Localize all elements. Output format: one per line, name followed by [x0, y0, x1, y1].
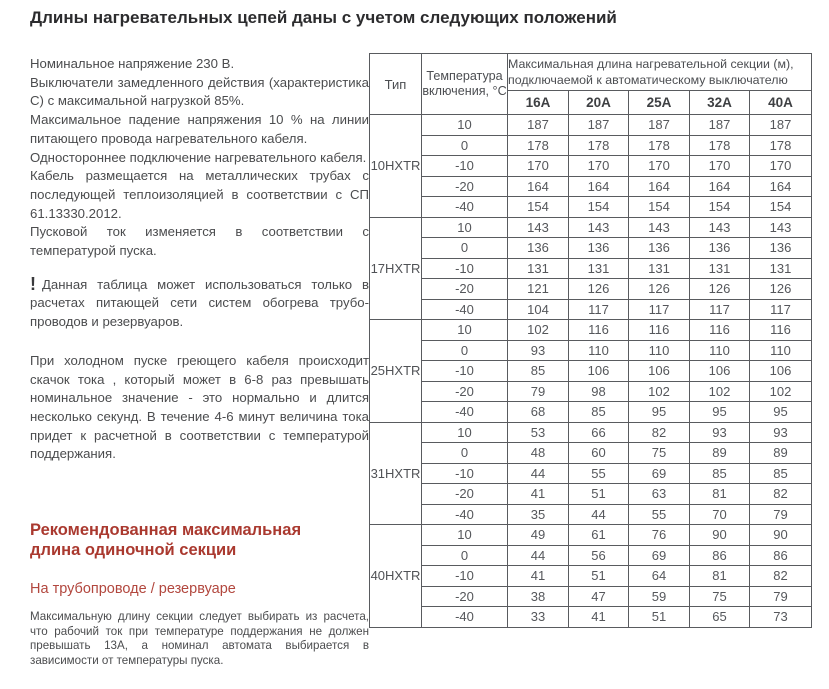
table-row: [370, 381, 812, 402]
value-cell: 143: [569, 217, 629, 238]
temp-cell: -20: [422, 176, 508, 197]
value-cell: 41: [569, 607, 629, 628]
table-row: [370, 422, 812, 443]
value-cell: 143: [690, 217, 750, 238]
value-cell: 106: [569, 361, 629, 382]
value-cell: 170: [690, 156, 750, 177]
value-cell: 143: [629, 217, 690, 238]
value-cell: 64: [629, 566, 690, 587]
temp-cell: -10: [422, 361, 508, 382]
temp-cell: 10: [422, 320, 508, 341]
provision-item: Выключатели замедленного действия (характеристика С) с максимальной нагрузкой 85%.: [30, 74, 369, 109]
section-heading: Рекомендованная максимальная длина одиночной секции: [30, 521, 302, 560]
provision-item: Номинальное напряжение 230 В.: [30, 56, 235, 71]
provision-item: Максимальное падение напряжения 10 % на линии питающего провода нагревательного кабеля.: [30, 112, 369, 146]
provision-item: Кабель размещается на металлических трубах с последующей теплоизоляцией в соответствии с СП 61.13330.2012.: [30, 168, 369, 221]
temp-cell: -20: [422, 381, 508, 402]
value-cell: 79: [750, 586, 812, 607]
value-cell: 79: [750, 504, 812, 525]
temp-cell: -10: [422, 463, 508, 484]
value-cell: 164: [508, 176, 569, 197]
temp-cell: -40: [422, 299, 508, 320]
value-cell: 89: [690, 443, 750, 464]
value-cell: 49: [508, 525, 569, 546]
value-cell: 85: [690, 463, 750, 484]
value-cell: 170: [629, 156, 690, 177]
value-cell: 170: [508, 156, 569, 177]
value-cell: 51: [629, 607, 690, 628]
table-row: [370, 586, 812, 607]
value-cell: 95: [690, 402, 750, 423]
value-cell: 70: [690, 504, 750, 525]
value-cell: 98: [569, 381, 629, 402]
table-row: [370, 504, 812, 525]
value-cell: 102: [508, 320, 569, 341]
temp-cell: -20: [422, 586, 508, 607]
table-row: [370, 299, 812, 320]
amp-header-20a: 20A: [569, 91, 629, 115]
table-row: [370, 340, 812, 361]
note-paragraph: При холодном пуске греющего кабеля происходит скачок тока , который может в 6-8 раз превышать номинальное значение - это нормально и длится несколько секунд. В течение 4-6 минут величина тока придет к расчетной в соответствии с температурой поддержания.: [30, 352, 369, 462]
value-cell: 143: [508, 217, 569, 238]
value-cell: 187: [690, 115, 750, 136]
temp-cell: 0: [422, 238, 508, 259]
value-cell: 33: [508, 607, 569, 628]
temp-cell: 0: [422, 545, 508, 566]
value-cell: 53: [508, 422, 569, 443]
temp-cell: -40: [422, 402, 508, 423]
table-row: [370, 279, 812, 300]
value-cell: 86: [750, 545, 812, 566]
value-cell: 178: [569, 135, 629, 156]
span-header: Максимальная длина нагревательной секции (м), подключаемой к автоматическому выключателю: [508, 54, 812, 91]
value-cell: 90: [690, 525, 750, 546]
value-cell: 73: [750, 607, 812, 628]
value-cell: 82: [629, 422, 690, 443]
value-cell: 116: [690, 320, 750, 341]
value-cell: 121: [508, 279, 569, 300]
value-cell: 47: [569, 586, 629, 607]
value-cell: 95: [750, 402, 812, 423]
value-cell: 178: [629, 135, 690, 156]
temp-cell: -40: [422, 607, 508, 628]
value-cell: 187: [629, 115, 690, 136]
temp-cell: -20: [422, 279, 508, 300]
left-column: [30, 55, 369, 668]
table-body: [370, 115, 812, 628]
value-cell: 131: [690, 258, 750, 279]
value-cell: 85: [508, 361, 569, 382]
header-row-top: [370, 54, 812, 91]
value-cell: 116: [629, 320, 690, 341]
value-cell: 93: [750, 422, 812, 443]
provisions-list: [30, 55, 369, 261]
value-cell: 126: [690, 279, 750, 300]
value-cell: 131: [508, 258, 569, 279]
value-cell: 154: [690, 197, 750, 218]
value-cell: 178: [508, 135, 569, 156]
table-row: [370, 258, 812, 279]
type-cell: 10HXTR: [370, 115, 422, 218]
value-cell: 164: [629, 176, 690, 197]
temp-cell: -10: [422, 156, 508, 177]
page-title: Длины нагревательных цепей даны с учетом следующих положений: [30, 8, 617, 27]
value-cell: 110: [690, 340, 750, 361]
table-row: [370, 238, 812, 259]
table-row: [370, 463, 812, 484]
value-cell: 106: [750, 361, 812, 382]
value-cell: 178: [750, 135, 812, 156]
table-row: [370, 443, 812, 464]
value-cell: 154: [569, 197, 629, 218]
value-cell: 187: [508, 115, 569, 136]
table-row: [370, 525, 812, 546]
value-cell: 51: [569, 484, 629, 505]
value-cell: 82: [750, 484, 812, 505]
value-cell: 164: [750, 176, 812, 197]
value-cell: 131: [569, 258, 629, 279]
value-cell: 102: [690, 381, 750, 402]
value-cell: 178: [690, 135, 750, 156]
table-row: [370, 545, 812, 566]
table-row: [370, 320, 812, 341]
value-cell: 104: [508, 299, 569, 320]
value-cell: 187: [569, 115, 629, 136]
temp-cell: -10: [422, 258, 508, 279]
temp-cell: 10: [422, 422, 508, 443]
table-row: [370, 402, 812, 423]
temp-cell: 0: [422, 340, 508, 361]
value-cell: 110: [569, 340, 629, 361]
max-length-table: [369, 53, 812, 628]
value-cell: 110: [629, 340, 690, 361]
value-cell: 126: [569, 279, 629, 300]
value-cell: 131: [750, 258, 812, 279]
value-cell: 154: [629, 197, 690, 218]
value-cell: 136: [569, 238, 629, 259]
value-cell: 86: [690, 545, 750, 566]
temp-cell: -40: [422, 504, 508, 525]
amp-header-32a: 32A: [690, 91, 750, 115]
value-cell: 55: [569, 463, 629, 484]
value-cell: 187: [750, 115, 812, 136]
table-row: [370, 361, 812, 382]
value-cell: 55: [629, 504, 690, 525]
value-cell: 60: [569, 443, 629, 464]
value-cell: 126: [629, 279, 690, 300]
value-cell: 110: [750, 340, 812, 361]
value-cell: 143: [750, 217, 812, 238]
value-cell: 102: [629, 381, 690, 402]
table-row: [370, 607, 812, 628]
value-cell: 38: [508, 586, 569, 607]
value-cell: 65: [690, 607, 750, 628]
value-cell: 136: [629, 238, 690, 259]
value-cell: 63: [629, 484, 690, 505]
value-cell: 154: [508, 197, 569, 218]
value-cell: 75: [690, 586, 750, 607]
value-cell: 48: [508, 443, 569, 464]
temp-cell: 10: [422, 525, 508, 546]
value-cell: 75: [629, 443, 690, 464]
value-cell: 117: [629, 299, 690, 320]
value-cell: 170: [750, 156, 812, 177]
table-row: [370, 566, 812, 587]
value-cell: 93: [690, 422, 750, 443]
value-cell: 106: [690, 361, 750, 382]
value-cell: 136: [690, 238, 750, 259]
value-cell: 116: [750, 320, 812, 341]
value-cell: 56: [569, 545, 629, 566]
value-cell: 51: [569, 566, 629, 587]
table-row: [370, 176, 812, 197]
value-cell: 90: [750, 525, 812, 546]
temp-cell: -40: [422, 197, 508, 218]
provision-item: Одностороннее подключение нагревательного кабеля.: [30, 149, 367, 165]
value-cell: 35: [508, 504, 569, 525]
value-cell: 131: [629, 258, 690, 279]
footnote: Максимальную длину секции следует выбирать из расчета, что рабочий ток при температуре поддержания не должен превышать 13А, а номинал автомата выбирается в зависимости от температуры пуска.: [30, 610, 369, 667]
value-cell: 76: [629, 525, 690, 546]
temp-cell: -10: [422, 566, 508, 587]
value-cell: 170: [569, 156, 629, 177]
amp-header-16a: 16A: [508, 91, 569, 115]
value-cell: 89: [750, 443, 812, 464]
value-cell: 117: [690, 299, 750, 320]
value-cell: 102: [750, 381, 812, 402]
table-row: [370, 156, 812, 177]
value-cell: 81: [690, 566, 750, 587]
temp-cell: 10: [422, 115, 508, 136]
value-cell: 136: [750, 238, 812, 259]
value-cell: 41: [508, 484, 569, 505]
table-row: [370, 135, 812, 156]
temp-cell: 0: [422, 443, 508, 464]
value-cell: 44: [508, 545, 569, 566]
warning-text: Данная таблица может использоваться только в расчетах питающей сети систем обогрева трубопроводов и резервуаров.: [30, 276, 369, 330]
temp-column-header: Температура включения, °С: [422, 54, 508, 115]
value-cell: 59: [629, 586, 690, 607]
exclamation-mark: !: [30, 273, 36, 294]
value-cell: 93: [508, 340, 569, 361]
value-cell: 41: [508, 566, 569, 587]
warning-paragraph: [30, 275, 369, 332]
value-cell: 69: [629, 545, 690, 566]
type-cell: 40HXTR: [370, 525, 422, 628]
value-cell: 61: [569, 525, 629, 546]
temp-cell: -20: [422, 484, 508, 505]
table-row: [370, 197, 812, 218]
value-cell: 69: [629, 463, 690, 484]
type-column-header: Тип: [370, 54, 422, 115]
table-row: [370, 115, 812, 136]
value-cell: 85: [569, 402, 629, 423]
value-cell: 154: [750, 197, 812, 218]
value-cell: 136: [508, 238, 569, 259]
value-cell: 82: [750, 566, 812, 587]
value-cell: 85: [750, 463, 812, 484]
temp-cell: 10: [422, 217, 508, 238]
amp-header-40a: 40A: [750, 91, 812, 115]
type-cell: 25HXTR: [370, 320, 422, 423]
value-cell: 116: [569, 320, 629, 341]
value-cell: 81: [690, 484, 750, 505]
section-subheading: На трубопроводе / резервуаре: [30, 581, 236, 598]
provision-item: Пусковой ток изменяется в соответствии с температурой пуска.: [30, 224, 369, 259]
value-cell: 44: [508, 463, 569, 484]
value-cell: 44: [569, 504, 629, 525]
type-cell: 17HXTR: [370, 217, 422, 320]
temp-cell: 0: [422, 135, 508, 156]
value-cell: 164: [690, 176, 750, 197]
value-cell: 66: [569, 422, 629, 443]
value-cell: 117: [750, 299, 812, 320]
value-cell: 117: [569, 299, 629, 320]
value-cell: 95: [629, 402, 690, 423]
value-cell: 68: [508, 402, 569, 423]
table-row: [370, 484, 812, 505]
value-cell: 164: [569, 176, 629, 197]
value-cell: 126: [750, 279, 812, 300]
type-cell: 31HXTR: [370, 422, 422, 525]
value-cell: 106: [629, 361, 690, 382]
value-cell: 79: [508, 381, 569, 402]
table-row: [370, 217, 812, 238]
amp-header-25a: 25A: [629, 91, 690, 115]
